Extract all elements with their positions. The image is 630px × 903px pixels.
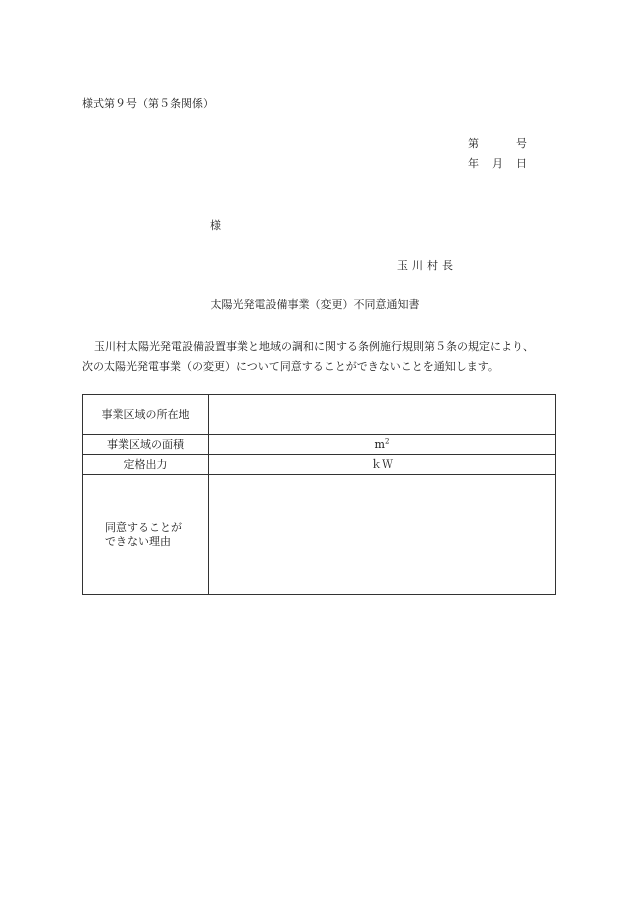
body-line-2: 次の太陽光発電事業（の変更）について同意することができないことを通知します。 <box>82 360 499 373</box>
table-row-area <box>83 435 556 455</box>
document-number-suffix: 号 <box>516 137 527 150</box>
location-label: 事業区域の所在地 <box>83 395 209 435</box>
area-unit: $m^2$ <box>374 436 390 451</box>
reason-label <box>83 475 209 595</box>
project-info-table <box>82 394 556 595</box>
output-value[interactable] <box>209 455 556 475</box>
sender-name: 玉川村長 <box>397 259 457 272</box>
table-row-location <box>83 395 556 435</box>
reason-value[interactable] <box>209 475 556 595</box>
document-number-prefix: 第 <box>468 137 479 150</box>
area-value[interactable] <box>209 435 556 455</box>
document-title: 太陽光発電設備事業（変更）不同意通知書 <box>210 298 420 311</box>
output-label: 定格出力 <box>83 455 209 475</box>
area-unit-superscript: 2 <box>384 436 390 445</box>
date-day-label: 日 <box>516 157 527 170</box>
date-month-label: 月 <box>492 157 503 170</box>
table-row-output <box>83 455 556 475</box>
date-year-label: 年 <box>468 157 479 170</box>
reason-label-line-2: できない理由 <box>105 534 171 548</box>
reason-label-line-1: 同意することが <box>105 520 182 534</box>
area-label: 事業区域の面積 <box>83 435 209 455</box>
table-row-reason <box>83 475 556 595</box>
body-line-1: 玉川村太陽光発電設備設置事業と地域の調和に関する条例施行規則第５条の規定により、 <box>94 340 534 353</box>
form-number: 様式第９号（第５条関係） <box>82 97 214 110</box>
body-text <box>82 337 562 377</box>
addressee-honorific: 様 <box>210 219 221 232</box>
output-unit: ｋＷ <box>371 457 393 471</box>
location-value[interactable] <box>209 395 556 435</box>
